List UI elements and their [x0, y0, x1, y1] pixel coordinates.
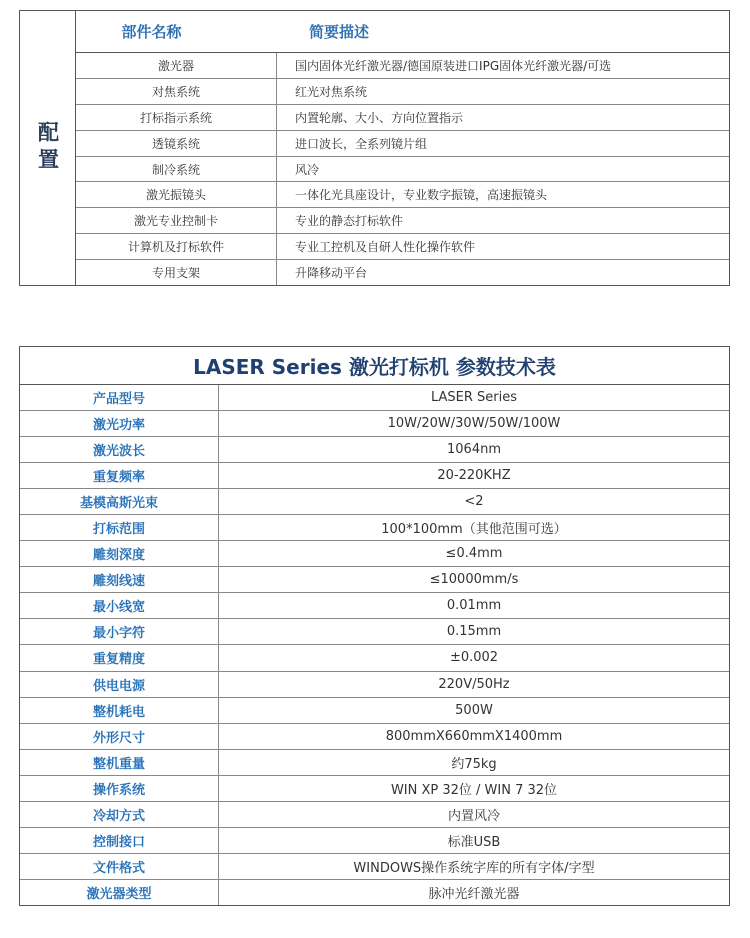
config-table [19, 10, 730, 286]
spec-value: 10W/20W/30W/50W/100W [387, 416, 561, 432]
spec-row [20, 411, 729, 437]
spec-key: 供电电源 [20, 672, 219, 697]
config-side-text: 配置 [35, 121, 60, 175]
config-part-desc: 专业工控机及自研人性化操作软件 [295, 240, 476, 255]
spec-value: 100*100mm（其他范围可选） [381, 522, 567, 538]
spec-row [20, 672, 729, 698]
config-row [76, 182, 729, 208]
spec-key: 文件格式 [20, 854, 219, 879]
spec-key: 操作系统 [20, 776, 219, 801]
spec-row [20, 724, 729, 750]
spec-value: ±0.002 [449, 650, 499, 666]
config-row [76, 53, 729, 79]
spec-value: 0.01mm [446, 598, 502, 614]
config-header-desc: 简要描述 [309, 23, 370, 41]
config-row [76, 79, 729, 105]
config-part-name: 激光器 [76, 53, 277, 78]
spec-row [20, 385, 729, 411]
spec-key: 雕刻深度 [20, 541, 219, 566]
spec-row [20, 489, 729, 515]
spec-key: 激光波长 [20, 437, 219, 462]
spec-key: 打标范围 [20, 515, 219, 540]
config-part-name: 制冷系统 [76, 157, 277, 182]
spec-key: 最小字符 [20, 619, 219, 644]
spec-row [20, 541, 729, 567]
config-row [76, 208, 729, 234]
spec-key: 冷却方式 [20, 802, 219, 827]
config-part-desc: 专业的静态打标软件 [295, 214, 404, 229]
spec-key: 最小线宽 [20, 593, 219, 618]
config-grid [76, 11, 729, 285]
spec-row [20, 593, 729, 619]
spec-row [20, 567, 729, 593]
spec-value: 0.15mm [446, 624, 502, 640]
spec-row [20, 645, 729, 671]
spec-key: 激光器类型 [20, 880, 219, 905]
config-part-desc: 升降移动平台 [295, 266, 368, 281]
spec-row [20, 776, 729, 802]
spec-key: 重复精度 [20, 645, 219, 670]
spec-value: 脉冲光纤激光器 [428, 886, 520, 902]
spec-value: WIN XP 32位 / WIN 7 32位 [390, 782, 558, 798]
config-row [76, 260, 729, 285]
config-part-desc: 内置轮廓、大小、方向位置指示 [295, 110, 464, 125]
spec-key: 激光功率 [20, 411, 219, 436]
spec-row [20, 698, 729, 724]
spec-row [20, 515, 729, 541]
spec-value: 500W [455, 702, 493, 718]
config-part-name: 激光专业控制卡 [76, 208, 277, 233]
spec-row [20, 463, 729, 489]
spec-table [19, 346, 730, 906]
spec-key: 雕刻线速 [20, 567, 219, 592]
spec-row [20, 750, 729, 776]
config-part-name: 透镜系统 [76, 131, 277, 156]
config-part-desc: 风冷 [295, 162, 320, 177]
config-row [76, 105, 729, 131]
spec-value: 220V/50Hz [438, 676, 510, 692]
spec-row [20, 802, 729, 828]
config-row [76, 131, 729, 157]
config-part-desc: 红光对焦系统 [295, 84, 368, 99]
spec-key: 外形尺寸 [20, 724, 219, 749]
spec-key: 整机重量 [20, 750, 219, 775]
spec-value: 20-220KHZ [437, 468, 511, 484]
config-header-row [76, 11, 729, 53]
spec-value: 800mmX660mmX1400mm [385, 728, 563, 744]
spec-key: 产品型号 [20, 385, 219, 410]
config-part-name: 激光振镜头 [76, 182, 277, 207]
spec-key: 控制接口 [20, 828, 219, 853]
spec-value: LASER Series [430, 390, 518, 406]
spec-value: ≤10000mm/s [429, 572, 519, 588]
spec-key: 整机耗电 [20, 698, 219, 723]
spec-row [20, 619, 729, 645]
config-side-label [20, 11, 76, 285]
spec-row [20, 880, 729, 905]
spec-value: <2 [464, 494, 484, 510]
spec-value: WINDOWS操作系统字库的所有字体/字型 [353, 860, 595, 876]
config-header-name: 部件名称 [121, 23, 182, 41]
spec-row [20, 828, 729, 854]
config-part-name: 专用支架 [76, 260, 277, 285]
spec-title: LASER Series 激光打标机 参数技术表 [20, 347, 729, 385]
spec-row [20, 854, 729, 880]
config-part-desc: 国内固体光纤激光器/德国原装进口IPG固体光纤激光器/可选 [295, 58, 612, 73]
spec-row [20, 437, 729, 463]
spec-value: ≤0.4mm [445, 546, 503, 562]
config-part-desc: 一体化光具座设计，专业数字振镜，高速振镜头 [295, 188, 548, 203]
spec-key: 基模高斯光束 [20, 489, 219, 514]
spec-key: 重复频率 [20, 463, 219, 488]
spec-value: 约75kg [451, 756, 497, 772]
config-row [76, 157, 729, 183]
spec-value: 标准USB [447, 834, 501, 850]
config-part-name: 对焦系统 [76, 79, 277, 104]
config-row [76, 234, 729, 260]
spec-value: 1064nm [447, 442, 501, 458]
spec-value: 内置风冷 [447, 808, 500, 824]
config-part-name: 打标指示系统 [76, 105, 277, 130]
config-part-desc: 进口波长，全系列镜片组 [295, 136, 428, 151]
config-part-name: 计算机及打标软件 [76, 234, 277, 259]
